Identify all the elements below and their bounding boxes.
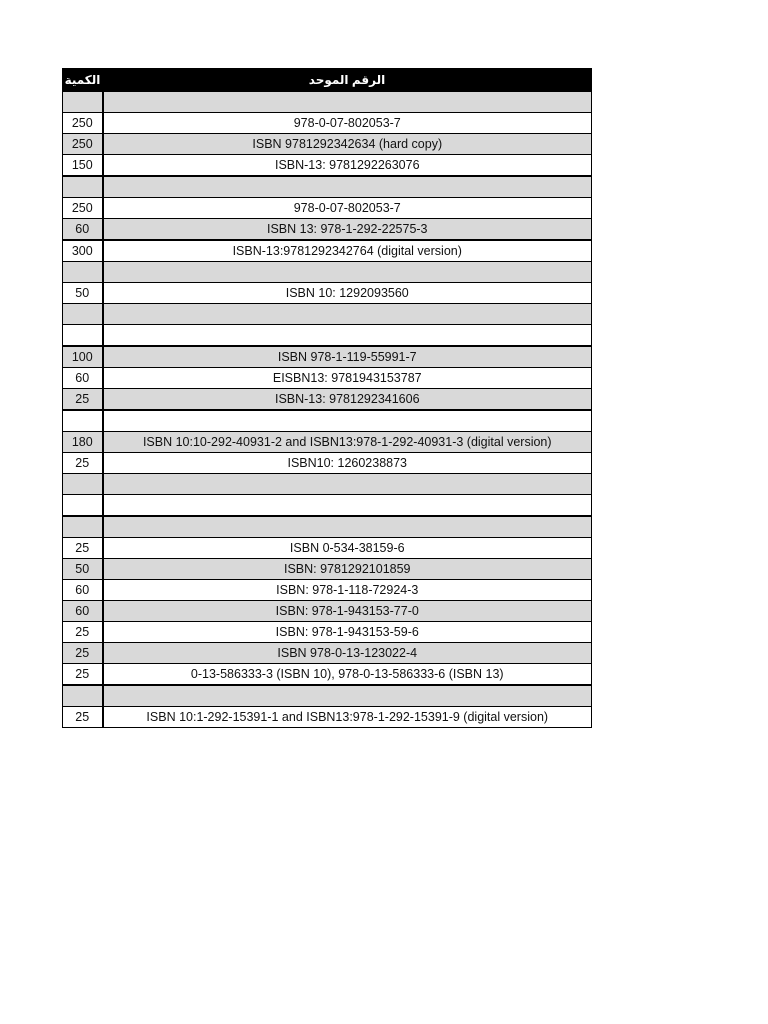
quantity-cell xyxy=(63,176,103,198)
isbn-cell xyxy=(103,516,592,538)
quantity-cell: 50 xyxy=(63,559,103,580)
isbn-cell: ISBN 978-0-13-123022-4 xyxy=(103,643,592,664)
table-row xyxy=(63,622,592,643)
isbn-cell: ISBN 13: 978-1-292-22575-3 xyxy=(103,219,592,241)
quantity-cell xyxy=(63,304,103,325)
isbn-cell: ISBN10: 1260238873 xyxy=(103,453,592,474)
isbn-cell xyxy=(103,325,592,347)
isbn-cell: ISBN 10:10-292-40931-2 and ISBN13:978-1-292-40931-3 (digital version) xyxy=(103,432,592,453)
quantity-cell: 250 xyxy=(63,113,103,134)
spreadsheet xyxy=(62,68,591,728)
quantity-cell: 25 xyxy=(63,707,103,728)
table-row xyxy=(63,643,592,664)
quantity-cell: 300 xyxy=(63,240,103,262)
table-row xyxy=(63,495,592,517)
isbn-cell: ISBN-13:9781292342764 (digital version) xyxy=(103,240,592,262)
isbn-cell: EISBN13: 9781943153787 xyxy=(103,368,592,389)
header-row xyxy=(63,69,592,92)
quantity-cell: 180 xyxy=(63,432,103,453)
table-row xyxy=(63,240,592,262)
isbn-cell: ISBN-13: 9781292263076 xyxy=(103,155,592,177)
quantity-cell xyxy=(63,325,103,347)
quantity-cell: 25 xyxy=(63,622,103,643)
quantity-cell: 25 xyxy=(63,389,103,411)
table-row xyxy=(63,325,592,347)
table-row xyxy=(63,601,592,622)
table-row xyxy=(63,304,592,325)
quantity-cell: 100 xyxy=(63,346,103,368)
quantity-cell: 60 xyxy=(63,601,103,622)
quantity-cell xyxy=(63,516,103,538)
table-row xyxy=(63,134,592,155)
table-row xyxy=(63,516,592,538)
table-row xyxy=(63,155,592,177)
table-row xyxy=(63,538,592,559)
quantity-cell: 25 xyxy=(63,664,103,686)
isbn-cell xyxy=(103,474,592,495)
isbn-cell: ISBN: 978-1-943153-59-6 xyxy=(103,622,592,643)
table-row xyxy=(63,113,592,134)
table-row xyxy=(63,92,592,113)
quantity-header: الكمية xyxy=(63,69,103,92)
isbn-cell xyxy=(103,262,592,283)
table-row xyxy=(63,176,592,198)
isbn-cell xyxy=(103,410,592,432)
isbn-cell: ISBN 10: 1292093560 xyxy=(103,283,592,304)
isbn-cell: ISBN: 978-1-118-72924-3 xyxy=(103,580,592,601)
isbn-cell: 978-0-07-802053-7 xyxy=(103,113,592,134)
quantity-cell xyxy=(63,495,103,517)
quantity-cell: 60 xyxy=(63,368,103,389)
table-row xyxy=(63,707,592,728)
isbn-cell: 0-13-586333-3 (ISBN 10), 978-0-13-586333-6 (ISBN 13) xyxy=(103,664,592,686)
quantity-cell: 60 xyxy=(63,580,103,601)
quantity-cell: 60 xyxy=(63,219,103,241)
quantity-cell xyxy=(63,685,103,707)
isbn-cell: ISBN 9781292342634 (hard copy) xyxy=(103,134,592,155)
table-row xyxy=(63,474,592,495)
quantity-cell: 25 xyxy=(63,453,103,474)
table-row xyxy=(63,453,592,474)
quantity-cell: 50 xyxy=(63,283,103,304)
isbn-cell xyxy=(103,176,592,198)
table-row xyxy=(63,580,592,601)
table-row xyxy=(63,198,592,219)
table-row xyxy=(63,346,592,368)
table-row xyxy=(63,389,592,411)
isbn-cell: ISBN-13: 9781292341606 xyxy=(103,389,592,411)
isbn-quantity-table xyxy=(62,68,592,728)
isbn-cell: ISBN: 978-1-943153-77-0 xyxy=(103,601,592,622)
quantity-cell: 250 xyxy=(63,134,103,155)
isbn-cell xyxy=(103,92,592,113)
table-row xyxy=(63,410,592,432)
quantity-cell: 25 xyxy=(63,538,103,559)
table-row xyxy=(63,685,592,707)
quantity-cell xyxy=(63,474,103,495)
isbn-cell: ISBN 978-1-119-55991-7 xyxy=(103,346,592,368)
isbn-cell xyxy=(103,304,592,325)
isbn-cell: 978-0-07-802053-7 xyxy=(103,198,592,219)
quantity-cell: 25 xyxy=(63,643,103,664)
isbn-cell: ISBN 0-534-38159-6 xyxy=(103,538,592,559)
table-row xyxy=(63,368,592,389)
table-row xyxy=(63,219,592,241)
isbn-cell xyxy=(103,495,592,517)
table-body xyxy=(63,92,592,728)
quantity-cell xyxy=(63,92,103,113)
table-row xyxy=(63,664,592,686)
table-row xyxy=(63,283,592,304)
quantity-cell: 150 xyxy=(63,155,103,177)
quantity-cell xyxy=(63,410,103,432)
isbn-cell xyxy=(103,685,592,707)
table-row xyxy=(63,559,592,580)
table-row xyxy=(63,432,592,453)
isbn-cell: ISBN: 9781292101859 xyxy=(103,559,592,580)
quantity-cell: 250 xyxy=(63,198,103,219)
quantity-cell xyxy=(63,262,103,283)
isbn-header: الرقم الموحد xyxy=(103,69,592,92)
table-row xyxy=(63,262,592,283)
isbn-cell: ISBN 10:1-292-15391-1 and ISBN13:978-1-292-15391-9 (digital version) xyxy=(103,707,592,728)
